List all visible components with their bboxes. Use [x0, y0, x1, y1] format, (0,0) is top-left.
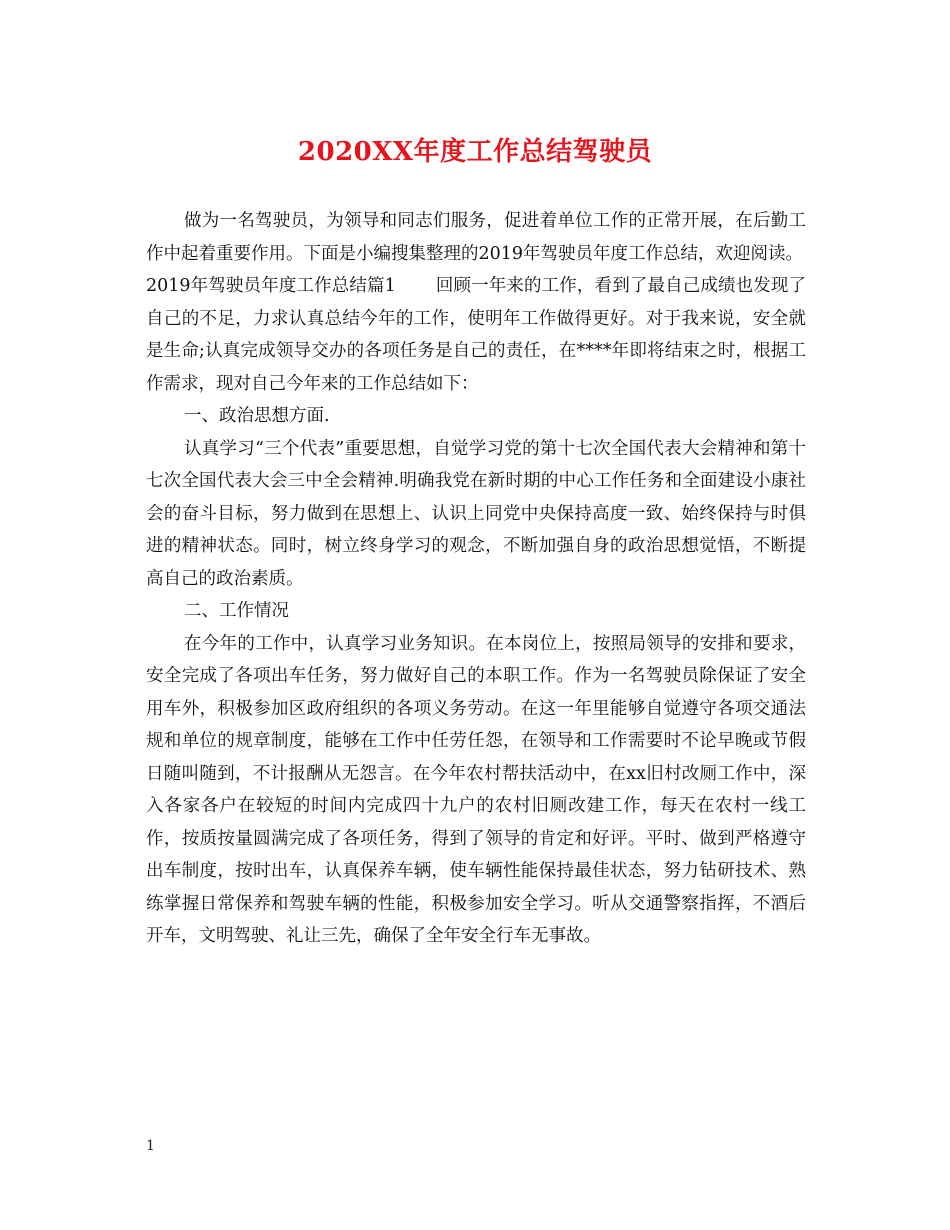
section-one-body: 认真学习“三个代表”重要思想，自觉学习党的第十七次全国代表大会精神和第十七次全国代表大会三中全会精神.明确我党在新时期的中心工作任务和全面建设小康社会的奋斗目标，努力做到在思想上、认识上同党中央保持高度一致、始终保持与时俱进的精神状态。同时，树立终身学习的观念，不断加强自身的政治思想觉悟，不断提高自己的政治素质。: [146, 438, 806, 589]
section-two-heading: 二、工作情况: [184, 601, 289, 621]
summary-body-text: 回顾一年来的工作，看到了最自己成绩也发现了自己的不足，力求认真总结今年的工作，使明年工作做得更好。对于我来说，安全就是生命;认真完成领导交办的各项任务是自己的责任，在****年即将结束之时，根据工作需求，现对自己今年来的工作总结如下：: [146, 276, 807, 394]
intro-paragraph: 做为一名驾驶员，为领导和同志们服务，促进着单位工作的正常开展，在后勤工作中起着重要作用。下面是小编搜集整理的2019年驾驶员年度工作总结，欢迎阅读。: [146, 211, 806, 264]
document-title: 2020XX年度工作总结驾驶员: [297, 137, 653, 167]
document-body: [146, 205, 806, 953]
page-number: 1: [146, 1138, 155, 1154]
section-two-body: 在今年的工作中，认真学习业务知识。在本岗位上，按照局领导的安排和要求，安全完成了各项出车任务，努力做好自己的本职工作。作为一名驾驶员除保证了安全用车外，积极参加区政府组织的各项义务劳动。在这一年里能够自觉遵守各项交通法规和单位的规章制度，能够在工作中任劳任怨，在领导和工作需要时不论早晚或节假日随叫随到，不计报酬从无怨言。在今年农村帮扶活动中，在xx旧村改厕工作中，深入各家各户在较短的时间内完成四十九户的农村旧厕改建工作，每天在农村一线工作，按质按量圆满完成了各项任务，得到了领导的肯定和好评。平时、做到严格遵守出车制度，按时出车，认真保养车辆，使车辆性能保持最佳状态，努力钻研技术、熟练掌握日常保养和驾驶车辆的性能，积极参加安全学习。听从交通警察指挥，不酒后开车，文明驾驶、礼让三先，确保了全年安全行车无事故。: [146, 633, 806, 946]
section-one-heading: 一、政治思想方面.: [184, 406, 330, 426]
summary-heading-text: 2019年驾驶员年度工作总结篇1: [146, 276, 396, 296]
summary-paragraph: [146, 270, 806, 400]
